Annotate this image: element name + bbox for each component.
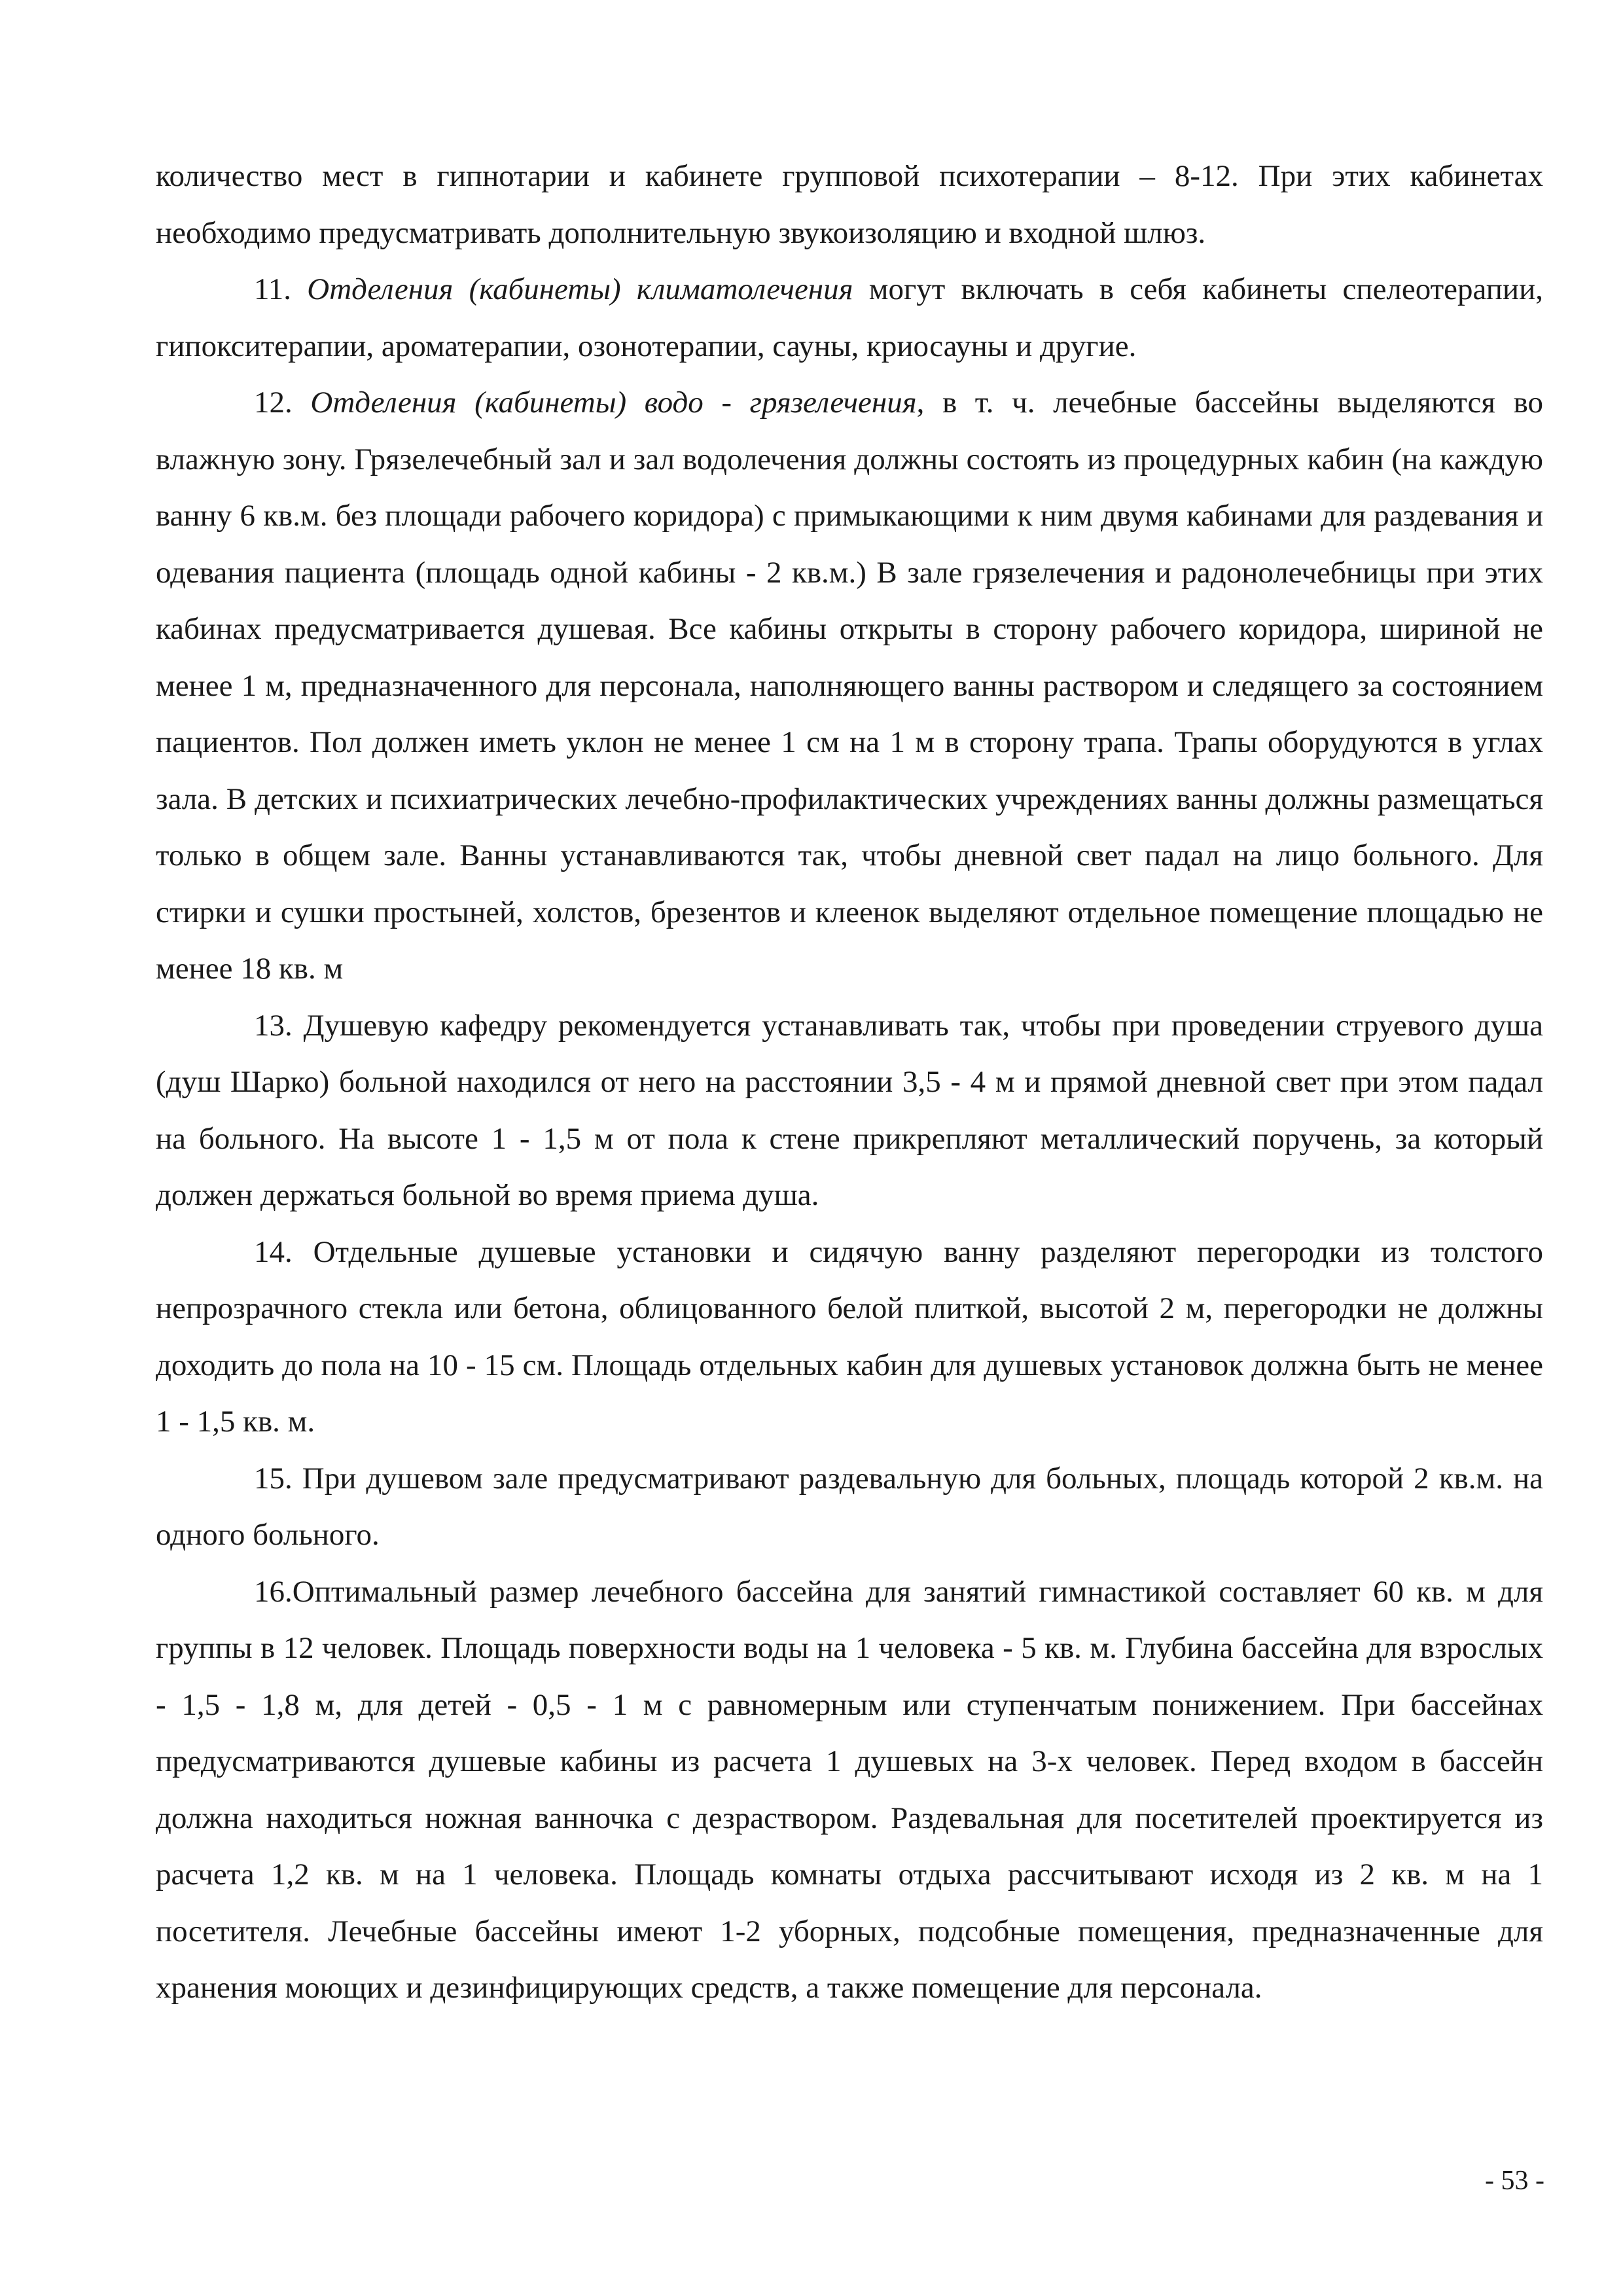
paragraph-16 — [156, 1564, 1543, 2017]
paragraph-text: 13. Душевую кафедру рекомендуется устанавливать так, чтобы при проведении струевого душа (душ Шарко) больной находился от него на расстоянии 3,5 - 4 м и прямой дневной свет при этом падал на больного. На высоте 1 - 1,5 м от пола к стене прикрепляют металлический поручень, за который должен держаться больной во время приема душа. — [156, 1008, 1543, 1212]
paragraph-12 — [156, 374, 1543, 997]
paragraph-text: 14. Отдельные душевые установки и сидячую ванну разделяют перегородки из толстого непрозрачного стекла или бетона, облицованного белой плиткой, высотой 2 м, перегородки не должны доходить до пола на 10 - 15 см. Площадь отдельных кабин для душевых установок должна быть не менее 1 - 1,5 кв. м. — [156, 1234, 1543, 1439]
paragraph-italic-lead: Отделения (кабинеты) климатолечения — [307, 272, 853, 306]
paragraph-11 — [156, 261, 1543, 374]
paragraph-text: 16.Оптимальный размер лечебного бассейна для занятий гимнастикой составляет 60 кв. м для группы в 12 человек. Площадь поверхности воды на 1 человека - 5 кв. м. Глубина бассейна для взрослых - 1,5 - 1,8 м, для детей - 0,5 - 1 м с равномерным или ступенчатым понижением. При бассейнах предусматриваются душевые кабины из расчета 1 душевых на 3-х человек. Перед входом в бассейн должна находиться ножная ванночка с дезраствором. Раздевальная для посетителей проектируется из расчета 1,2 кв. м на 1 человека. Площадь комнаты отдыха рассчитывают исходя из 2 кв. м на 1 посетителя. Лечебные бассейны имеют 1-2 уборных, подсобные помещения, предназначенные для хранения моющих и дезинфицирующих средств, а также помещение для персонала. — [156, 1574, 1543, 2005]
paragraph-number: 12. — [254, 386, 311, 420]
paragraph-italic-lead: Отделения (кабинеты) водо - грязелечения — [310, 386, 917, 420]
paragraph-15 — [156, 1450, 1543, 1564]
paragraph-continuation — [156, 148, 1543, 261]
paragraph-text: , в т. ч. лечебные бассейны выделяются во влажную зону. Грязелечебный зал и зал водолечения должны состоять из процедурных кабин (на каждую ванну 6 кв.м. без площади рабочего коридора) с примыкающими к ним двумя кабинами для раздевания и одевания пациента (площадь одной кабины - 2 кв.м.) В зале грязелечения и радонолечебницы при этих кабинах предусматривается душевая. Все кабины открыты в сторону рабочего коридора, шириной не менее 1 м, предназначенного для персонала, наполняющего ванны раствором и следящего за состоянием пациентов. Пол должен иметь уклон не менее 1 см на 1 м в сторону трапа. Трапы оборудуются в углах зала. В детских и психиатрических лечебно-профилактических учреждениях ванны должны размещаться только в общем зале. Ванны устанавливаются так, чтобы дневной свет падал на лицо больного. Для стирки и сушки простыней, холстов, брезентов и клеенок выделяют отдельное помещение площадью не менее 18 кв. м — [156, 386, 1544, 986]
body-text — [156, 148, 1543, 2017]
paragraph-text: количество мест в гипнотарии и кабинете групповой психотерапии – 8-12. При этих кабинетах необходимо предусматривать дополнительную звукоизоляцию и входной шлюз. — [156, 159, 1543, 250]
paragraph-text: 15. При душевом зале предусматривают раздевальную для больных, площадь которой 2 кв.м. на одного больного. — [156, 1461, 1543, 1552]
paragraph-13 — [156, 997, 1543, 1224]
paragraph-text: могут включать в себя кабинеты спелеотерапии, гипокситерапии, ароматерапии, озонотерапии, сауны, криосауны и другие. — [156, 272, 1543, 363]
paragraph-number: 11. — [254, 272, 308, 306]
paragraph-14 — [156, 1224, 1543, 1450]
page-number: - 53 - — [1485, 2166, 1544, 2196]
